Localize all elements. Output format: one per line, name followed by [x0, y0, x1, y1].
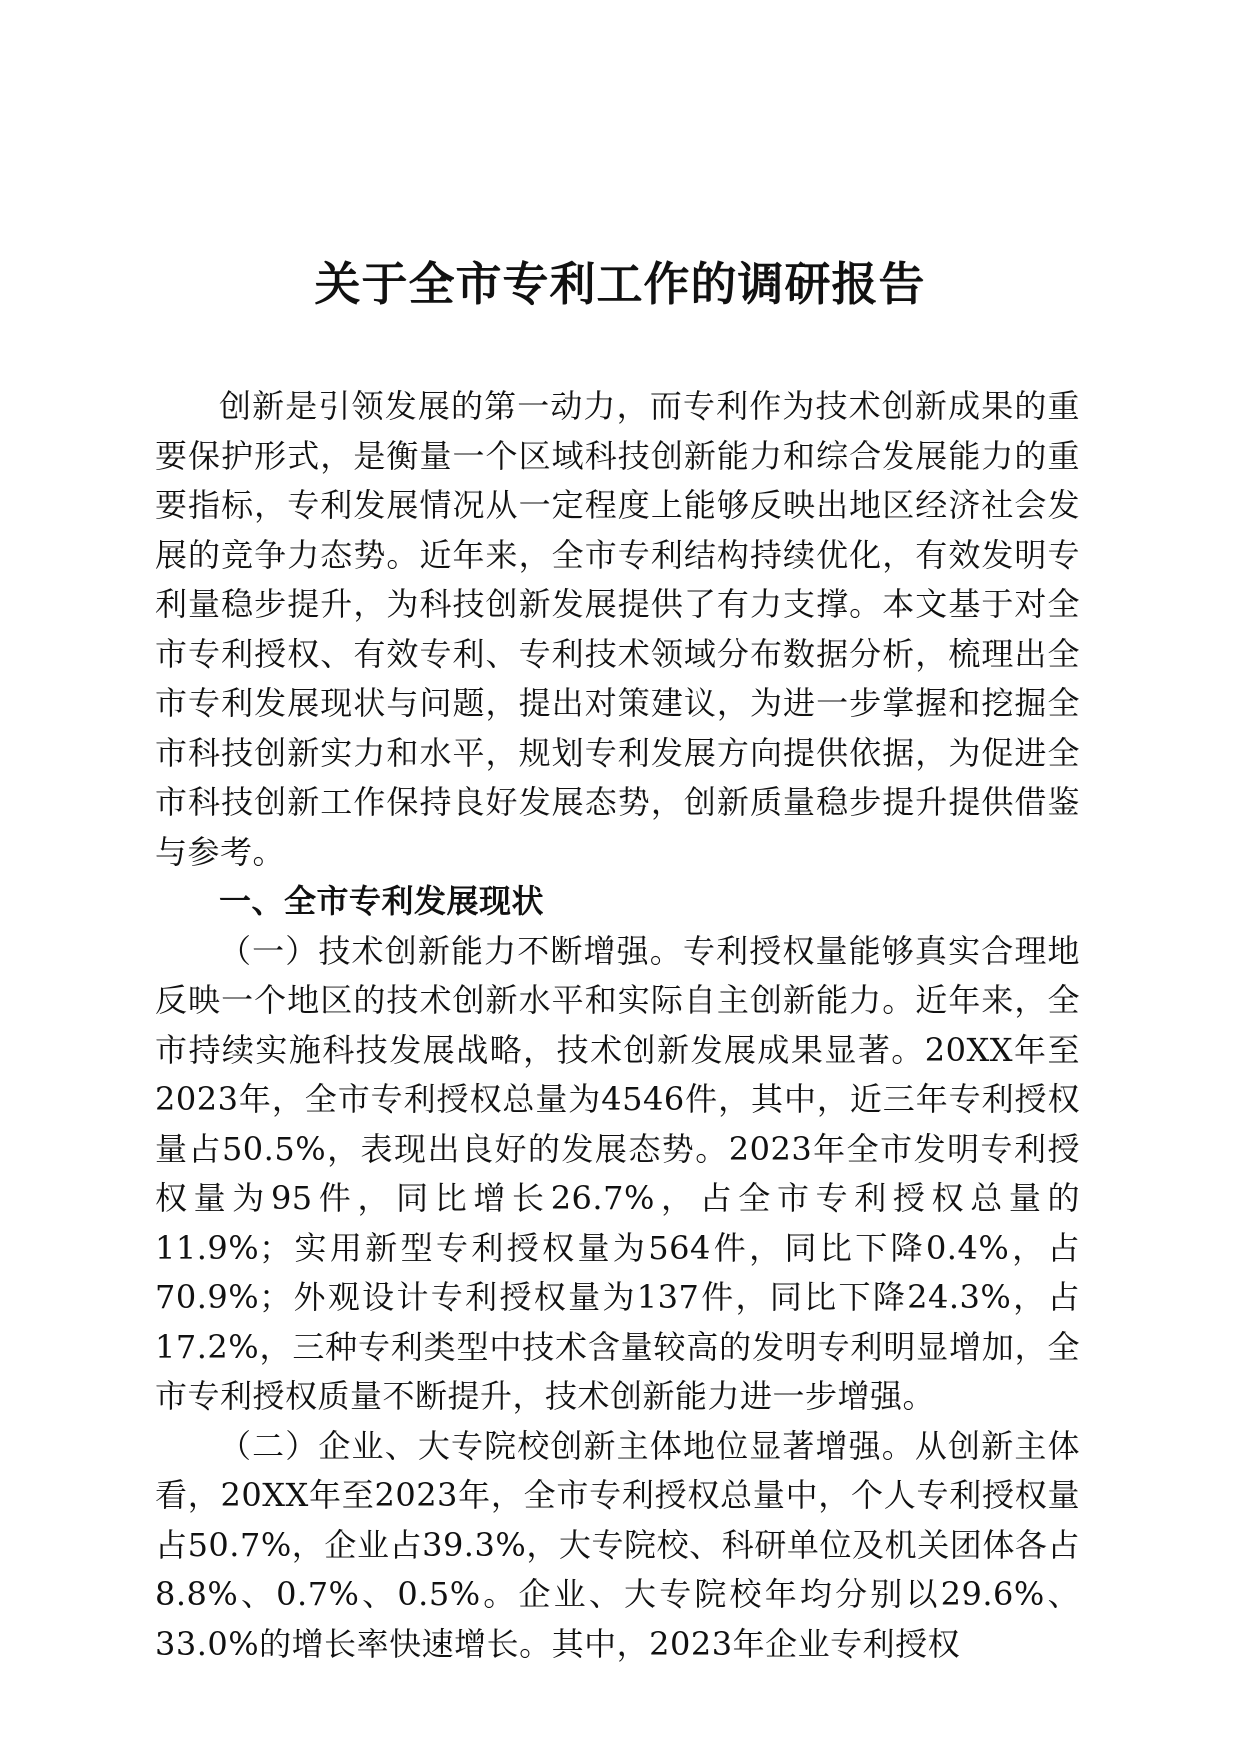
document-body [155, 382, 1080, 1669]
subsection-1-text: 专利授权量能够真实合理地反映一个地区的技术创新水平和实际自主创新能力。近年来，全市持续实施科技发展战略，技术创新发展成果显著。20XX年至2023年，全市专利授权总量为4546件，其中，近三年专利授权量占50.5%，表现出良好的发展态势。2023年全市发明专利授权量为95件，同比增长26.7%，占全市专利授权总量的11.9%；实用新型专利授权量为564件，同比下降0.4%，占70.9%；外观设计专利授权量为137件，同比下降24.3%，占17.2%，三种专利类型中技术含量较高的发明专利明显增加，全市专利授权质量不断提升，技术创新能力进一步增强。 [155, 931, 1080, 1415]
document-title: 关于全市专利工作的调研报告 [314, 257, 926, 311]
subsection-2-lead: （二）企业、大专院校创新主体地位显著增强。 [219, 1426, 915, 1465]
subsection-1-paragraph [155, 927, 1080, 1422]
subsection-1-lead: （一）技术创新能力不断增强。 [219, 931, 683, 970]
subsection-2-paragraph [155, 1422, 1080, 1670]
subsection-2-text: 从创新主体看，20XX年至2023年，全市专利授权总量中，个人专利授权量占50.7%，企业占39.3%，大专院校、科研单位及机关团体各占8.8%、0.7%、0.5%。企业、大专院校年均分别以29.6%、33.0%的增长率快速增长。其中，2023年企业专利授权 [155, 1426, 1080, 1663]
section-heading: 一、全市专利发展现状 [219, 882, 545, 920]
intro-paragraph: 创新是引领发展的第一动力，而专利作为技术创新成果的重要保护形式，是衡量一个区域科技创新能力和综合发展能力的重要指标，专利发展情况从一定程度上能够反映出地区经济社会发展的竞争力态势。近年来，全市专利结构持续优化，有效发明专利量稳步提升，为科技创新发展提供了有力支撑。本文基于对全市专利授权、有效专利、专利技术领域分布数据分析，梳理出全市专利发展现状与问题，提出对策建议，为进一步掌握和挖掘全市科技创新实力和水平，规划专利发展方向提供依据，为促进全市科技创新工作保持良好发展态势，创新质量稳步提升提供借鉴与参考。 [155, 387, 1080, 871]
